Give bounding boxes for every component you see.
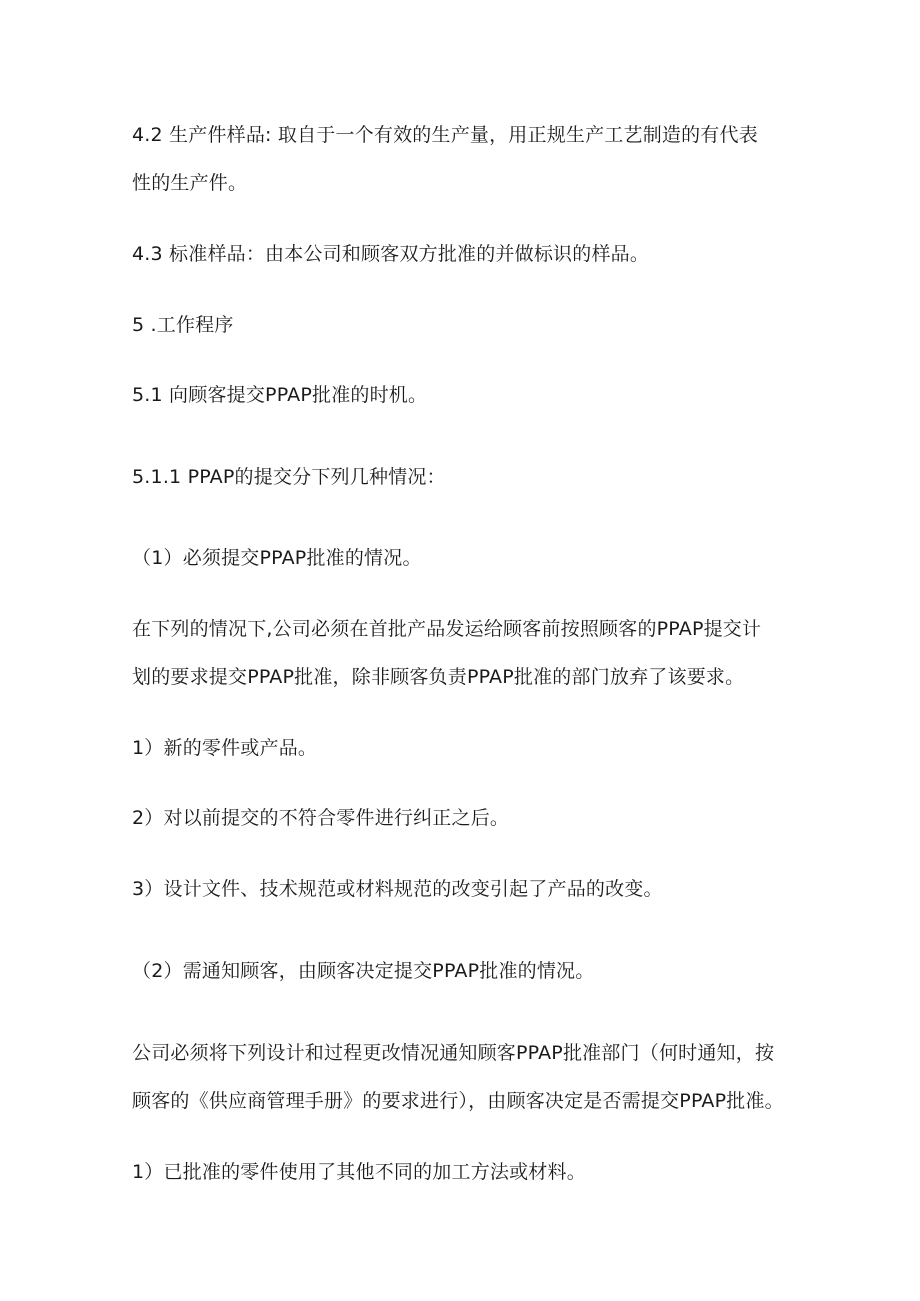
- section-5-heading: 5 .工作程序: [132, 314, 234, 336]
- case-1-paragraph-line-1: 在下列的情况下,公司必须在首批产品发运给顾客前按照顾客的PPAP提交计: [132, 618, 762, 640]
- section-5-1: 5.1 向顾客提交PPAP批准的时机。: [132, 384, 428, 406]
- section-5-1-1: 5.1.1 PPAP的提交分下列几种情况：: [132, 466, 446, 488]
- case-2-paragraph-line-1: 公司必须将下列设计和过程更改情况通知顾客PPAP批准部门（何时通知，按: [132, 1042, 775, 1064]
- case-1-item-3: 3）设计文件、技术规范或材料规范的改变引起了产品的改变。: [132, 878, 663, 900]
- case-2-heading: （2）需通知顾客，由顾客决定提交PPAP批准的情况。: [132, 960, 595, 982]
- case-1-item-1: 1）新的零件或产品。: [132, 737, 318, 759]
- case-1-paragraph-line-2: 划的要求提交PPAP批准，除非顾客负责PPAP批准的部门放弃了该要求。: [132, 666, 745, 688]
- case-2-paragraph-line-2: 顾客的《供应商管理手册》的要求进行），由顾客决定是否需提交PPAP批准。: [132, 1090, 784, 1112]
- section-4-3: 4.3 标准样品：由本公司和顾客双方批准的并做标识的样品。: [132, 243, 650, 265]
- case-1-item-2: 2）对以前提交的不符合零件进行纠正之后。: [132, 807, 510, 829]
- section-4-2-line-1: 4.2 生产件样品: 取自于一个有效的生产量，用正规生产工艺制造的有代表: [132, 124, 758, 146]
- section-4-2-line-2: 性的生产件。: [132, 172, 248, 194]
- case-1-heading: （1）必须提交PPAP批准的情况。: [132, 547, 422, 569]
- case-2-item-1: 1）已批准的零件使用了其他不同的加工方法或材料。: [132, 1161, 586, 1183]
